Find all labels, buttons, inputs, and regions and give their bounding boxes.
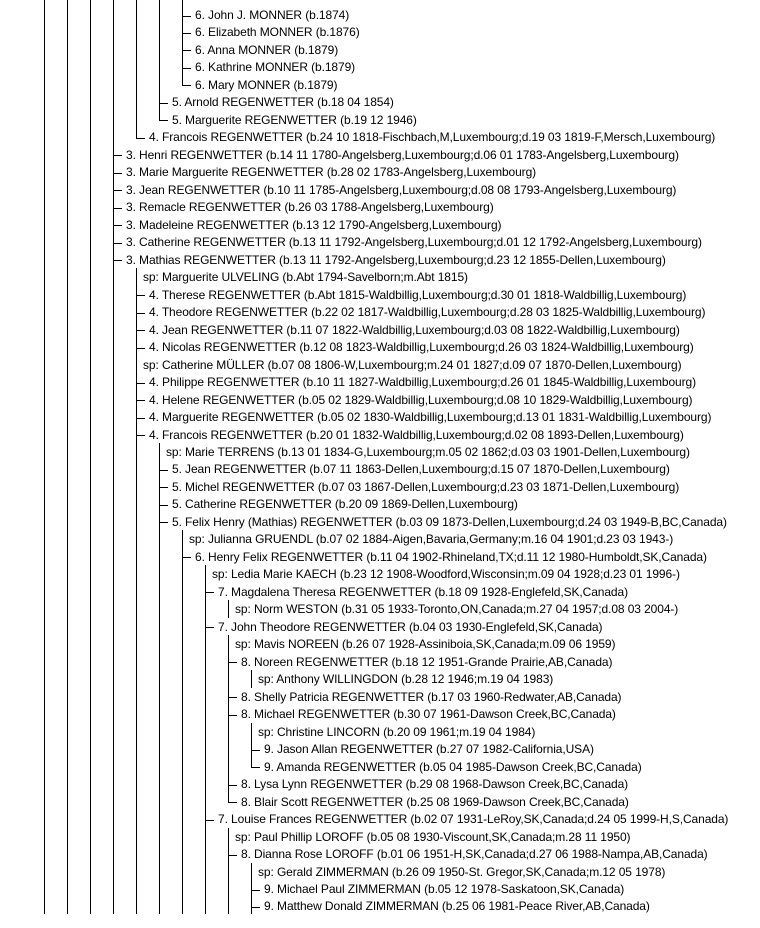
tree-branch-line (228, 828, 229, 914)
tree-branch-line (182, 530, 183, 914)
tree-connector-line (228, 715, 237, 716)
person-entry: 3. Marie Marguerite REGENWETTER (b.28 02 1783-Angelsberg,Luxembourg) (126, 165, 537, 180)
tree-connector-line (228, 697, 237, 698)
spouse-entry: sp: Ledia Marie KAECH (b.23 12 1908-Woodford,Wisconsin;m.09 04 1928;d.23 01 1996-) (212, 567, 680, 582)
person-entry: 9. Jason Allan REGENWETTER (b.27 07 1982-California,USA) (264, 742, 594, 757)
person-entry: 6. Henry Felix REGENWETTER (b.11 04 1902-Rhineland,TX;d.11 12 1980-Humboldt,SK,Canada) (195, 549, 707, 564)
person-entry: 8. Dianna Rose LOROFF (b.01 06 1951-H,SK,Canada;d.27 06 1988-Nampa,AB,Canada) (241, 847, 708, 862)
tree-connector-line (228, 802, 237, 803)
tree-connector-line (205, 592, 214, 593)
tree-connector-line (159, 470, 168, 471)
person-entry: 4. Marguerite REGENWETTER (b.05 02 1830-Waldbillig,Luxembourg;d.13 01 1831-Waldbillig,Luxembourg) (149, 410, 712, 425)
tree-connector-line (113, 260, 122, 261)
tree-branch-line (228, 600, 229, 617)
spouse-entry: sp: Norm WESTON (b.31 05 1933-Toronto,ON,Canada;m.27 04 1957;d.08 03 2004-) (235, 602, 679, 617)
person-entry: 4. Therese REGENWETTER (b.Abt 1815-Waldbillig,Luxembourg;d.30 01 1818-Waldbillig,Luxembourg) (149, 287, 687, 302)
tree-connector-line (228, 855, 237, 856)
person-entry: 4. Theodore REGENWETTER (b.22 02 1817-Waldbillig,Luxembourg;d.28 03 1825-Waldbillig,Luxembourg) (149, 305, 706, 320)
tree-connector-line (136, 295, 145, 296)
tree-connector-line (182, 68, 191, 69)
tree-connector-line (228, 662, 237, 663)
tree-connector-line (251, 890, 260, 891)
tree-branch-line (251, 670, 252, 687)
tree-connector-line (136, 400, 145, 401)
person-entry: 3. Henri REGENWETTER (b.14 11 1780-Angelsberg,Luxembourg;d.06 01 1783-Angelsberg,Luxembourg) (126, 147, 679, 162)
tree-connector-line (205, 820, 214, 821)
person-entry: 3. Catherine REGENWETTER (b.13 11 1792-Angelsberg,Luxembourg;d.01 12 1792-Angelsberg,Luxembourg) (126, 235, 702, 250)
spouse-entry: sp: Paul Phillip LOROFF (b.05 08 1930-Viscount,SK,Canada;m.28 11 1950) (235, 829, 631, 844)
tree-connector-line (136, 313, 145, 314)
spouse-entry: sp: Marie TERRENS (b.13 01 1834-G,Luxembourg;m.05 02 1862;d.03 03 1901-Dellen,Luxembourg) (166, 445, 690, 459)
person-entry: 3. Remacle REGENWETTER (b.26 03 1788-Angelsberg,Luxembourg) (126, 200, 494, 215)
spouse-entry: sp: Catherine MÜLLER (b.07 08 1806-W,Luxembourg;m.24 01 1827;d.09 07 1870-Dellen,Luxembourg) (143, 357, 682, 372)
tree-connector-line (251, 907, 260, 908)
tree-connector-line (136, 383, 145, 384)
person-entry: 5. Felix Henry (Mathias) REGENWETTER (b.03 09 1873-Dellen,Luxembourg;d.24 03 1949-B,BC,Canada) (172, 514, 727, 529)
spouse-entry: sp: Gerald ZIMMERMAN (b.26 09 1950-St. Gregor,SK,Canada;m.12 05 1978) (258, 864, 666, 879)
tree-connector-line (182, 557, 191, 558)
person-entry: 4. Nicolas REGENWETTER (b.12 08 1823-Waldbillig,Luxembourg;d.26 03 1824-Waldbillig,Luxembourg) (149, 340, 694, 355)
tree-branch-line (113, 0, 114, 914)
tree-connector-line (159, 522, 168, 523)
spouse-entry: sp: Mavis NOREEN (b.26 07 1928-Assiniboia,SK,Canada;m.09 06 1959) (235, 637, 616, 652)
tree-branch-line (228, 635, 229, 802)
tree-branch-line (136, 268, 137, 914)
person-entry: 9. Matthew Donald ZIMMERMAN (b.25 06 1981-Peace River,AB,Canada) (264, 899, 650, 914)
tree-connector-line (159, 487, 168, 488)
person-entry: 6. Kathrine MONNER (b.1879) (195, 60, 356, 75)
tree-connector-line (136, 330, 145, 331)
tree-connector-line (113, 243, 122, 244)
tree-branch-line (205, 565, 206, 914)
tree-branch-line (67, 0, 68, 914)
tree-branch-line (251, 723, 252, 767)
tree-connector-line (113, 155, 122, 156)
person-entry: 4. Jean REGENWETTER (b.11 07 1822-Waldbillig,Luxembourg;d.03 08 1822-Waldbillig,Luxembourg) (149, 322, 680, 337)
tree-branch-line (159, 443, 160, 914)
tree-connector-line (182, 85, 191, 86)
spouse-entry: sp: Christine LINCORN (b.20 09 1961;m.19 04 1984) (258, 724, 536, 739)
person-entry: 4. Francois REGENWETTER (b.24 10 1818-Fischbach,M,Luxembourg;d.19 03 1819-F,Mersch,Luxembourg) (149, 130, 716, 145)
person-entry: 7. Louise Frances REGENWETTER (b.02 07 1931-LeRoy,SK,Canada;d.24 05 1999-H,S,Canada) (218, 812, 729, 827)
tree-connector-line (182, 33, 191, 34)
tree-connector-line (228, 785, 237, 786)
person-entry: 5. Arnold REGENWETTER (b.18 04 1854) (172, 95, 394, 110)
tree-connector-line (182, 50, 191, 51)
tree-connector-line (113, 225, 122, 226)
person-entry: 4. Philippe REGENWETTER (b.10 11 1827-Waldbillig,Luxembourg;d.26 01 1845-Waldbillig,Luxembourg) (149, 375, 697, 390)
tree-connector-line (136, 418, 145, 419)
person-entry: 7. Magdalena Theresa REGENWETTER (b.18 09 1928-Englefeld,SK,Canada) (218, 584, 628, 599)
spouse-entry: sp: Julianna GRUENDL (b.07 02 1884-Aigen,Bavaria,Germany;m.16 04 1901;d.23 03 1943-) (189, 532, 674, 547)
tree-branch-line (182, 0, 183, 85)
person-entry: 6. Mary MONNER (b.1879) (195, 77, 338, 92)
tree-connector-line (136, 138, 145, 139)
person-entry: 8. Noreen REGENWETTER (b.18 12 1951-Grande Prairie,AB,Canada) (241, 654, 613, 669)
person-entry: 9. Amanda REGENWETTER (b.05 04 1985-Dawson Creek,BC,Canada) (264, 759, 642, 774)
tree-branch-line (44, 0, 45, 914)
person-entry: 6. John J. MONNER (b.1874) (195, 8, 350, 22)
person-entry: 4. Helene REGENWETTER (b.05 02 1829-Waldbillig,Luxembourg;d.08 10 1829-Waldbillig,Luxembourg) (149, 392, 693, 407)
person-entry: 3. Jean REGENWETTER (b.10 11 1785-Angelsberg,Luxembourg;d.08 08 1793-Angelsberg,Luxembourg) (126, 182, 677, 197)
person-entry: 8. Michael REGENWETTER (b.30 07 1961-Dawson Creek,BC,Canada) (241, 707, 616, 722)
person-entry: 5. Marguerite REGENWETTER (b.19 12 1946) (172, 112, 417, 127)
person-entry: 8. Lysa Lynn REGENWETTER (b.29 08 1968-Dawson Creek,BC,Canada) (241, 777, 629, 792)
person-entry: 5. Michel REGENWETTER (b.07 03 1867-Dellen,Luxembourg;d.23 03 1871-Dellen,Luxembourg) (172, 479, 680, 494)
tree-connector-line (159, 505, 168, 506)
person-entry: 8. Shelly Patricia REGENWETTER (b.17 03 1960-Redwater,AB,Canada) (241, 689, 622, 704)
person-entry: 4. Francois REGENWETTER (b.20 01 1832-Waldbillig,Luxembourg;d.02 08 1893-Dellen,Luxembourg) (149, 427, 684, 442)
tree-connector-line (136, 348, 145, 349)
tree-connector-line (251, 750, 260, 751)
person-entry: 6. Anna MONNER (b.1879) (195, 42, 339, 57)
person-entry: 5. Catherine REGENWETTER (b.20 09 1869-Dellen,Luxembourg) (172, 497, 518, 512)
tree-connector-line (136, 435, 145, 436)
tree-branch-line (90, 0, 91, 914)
tree-connector-line (113, 173, 122, 174)
tree-connector-line (159, 103, 168, 104)
person-entry: 3. Mathias REGENWETTER (b.13 11 1792-Angelsberg,Luxembourg;d.23 12 1855-Dellen,Luxembourg) (126, 252, 666, 267)
tree-connector-line (182, 16, 191, 17)
tree-connector-line (113, 208, 122, 209)
spouse-entry: sp: Anthony WILLINGDON (b.28 12 1946;m.19 04 1983) (258, 672, 554, 687)
person-entry: 5. Jean REGENWETTER (b.07 11 1863-Dellen,Luxembourg;d.15 07 1870-Dellen,Luxembourg) (172, 462, 670, 477)
tree-connector-line (205, 627, 214, 628)
person-entry: 9. Michael Paul ZIMMERMAN (b.05 12 1978-Saskatoon,SK,Canada) (264, 882, 625, 896)
tree-branch-line (136, 0, 137, 138)
person-entry: 6. Elizabeth MONNER (b.1876) (195, 25, 360, 40)
tree-connector-line (159, 120, 168, 121)
person-entry: 8. Blair Scott REGENWETTER (b.25 08 1969-Dawson Creek,BC,Canada) (241, 794, 629, 809)
tree-connector-line (251, 767, 260, 768)
person-entry: 7. John Theodore REGENWETTER (b.04 03 1930-Englefeld,SK,Canada) (218, 619, 603, 634)
spouse-entry: sp: Marguerite ULVELING (b.Abt 1794-Savelborn;m.Abt 1815) (143, 270, 468, 285)
tree-connector-line (113, 190, 122, 191)
person-entry: 3. Madeleine REGENWETTER (b.13 12 1790-Angelsberg,Luxembourg) (126, 217, 502, 232)
